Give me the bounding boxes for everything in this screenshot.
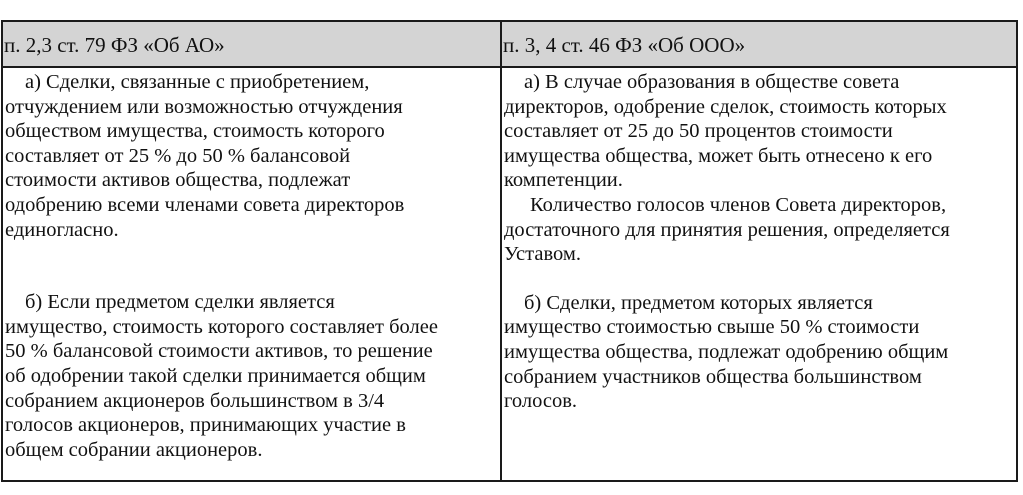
- header-cell-joint-stock-law: [3, 22, 502, 68]
- right-paragraph-a: а) В случае образования в обществе совета директоров, одобрение сделок, стоимость которых составляет от 25 до 50 процентов стоимости имущества общества, может быть отнесено к его компетенции.: [504, 71, 947, 192]
- comparison-table: [1, 20, 1018, 482]
- header-cell-llc-law: [502, 22, 1016, 68]
- header-right-text: п. 3, 4 ст. 46 ФЗ «Об ООО»: [503, 33, 746, 57]
- header-left-text: п. 2,3 ст. 79 ФЗ «Об АО»: [4, 33, 225, 57]
- body-cell-llc-law: [502, 68, 1016, 480]
- left-paragraph-b: б) Если предметом сделки является имущество, стоимость которого составляет более 50 % балансовой стоимости активов, то решение об одобрении такой сделки принимается общим собранием акционеров большинством в 3/4 голосов акционеров, принимающих участие в общем собрании акционеров.: [5, 291, 438, 461]
- left-paragraph-a: а) Сделки, связанные с приобретением, отчуждением или возможностью отчуждения обществом имущества, стоимость которого составляет от 25 % до 50 % балансовой стоимости активов общества, подлежат одобрению всеми членами совета директоров единогласно.: [5, 71, 405, 241]
- right-paragraph-a-note: Количество голосов членов Совета директоров, достаточного для принятия решения, определяется Уставом.: [504, 193, 950, 266]
- right-paragraph-b: б) Сделки, предметом которых является имущество стоимостью свыше 50 % стоимости имущества общества, подлежат одобрению общим собранием участников общества большинством голосов.: [504, 291, 949, 413]
- body-cell-joint-stock-law: [3, 68, 502, 480]
